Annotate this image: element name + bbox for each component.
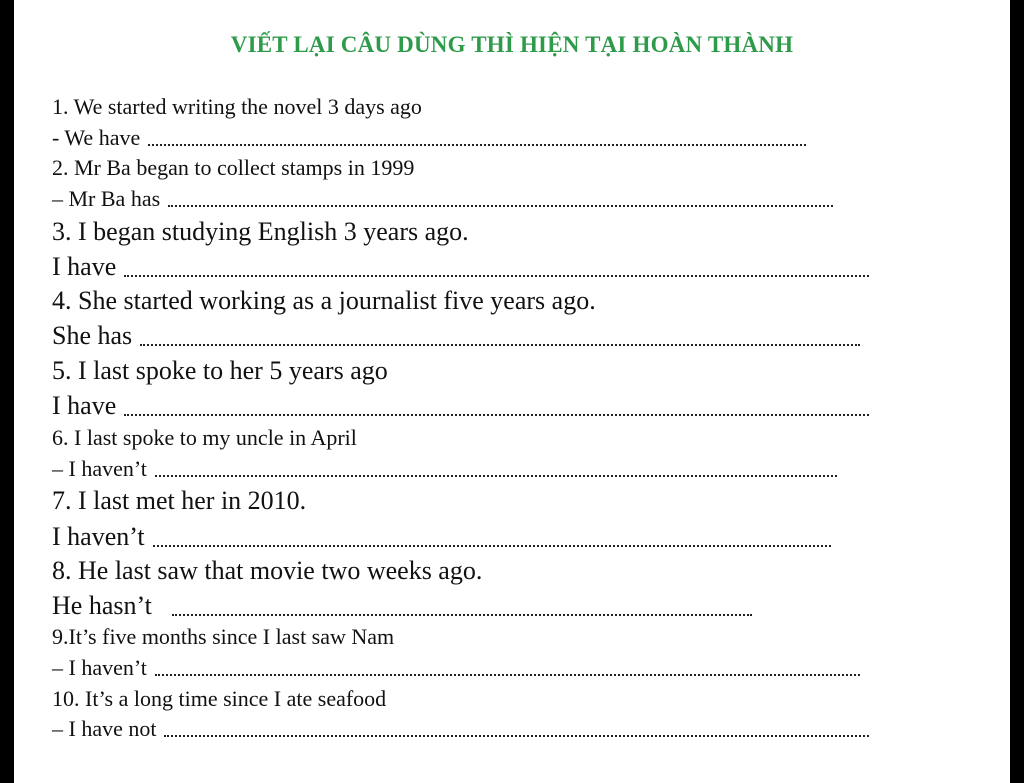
answer-prefix-9: – I haven’t — [52, 655, 147, 680]
question-1: 1. We started writing the novel 3 days ago — [52, 94, 422, 119]
question-3: 3. I began studying English 3 years ago. — [52, 217, 469, 246]
answer-blank-4[interactable] — [140, 344, 860, 346]
worksheet-page — [14, 0, 1010, 783]
answer-line-5 — [52, 391, 869, 421]
question-9: 9.It’s five months since I last saw Nam — [52, 624, 395, 649]
answer-blank-5[interactable] — [124, 414, 869, 416]
question-6: 6. I last spoke to my uncle in April — [52, 425, 357, 450]
answer-line-2 — [52, 186, 833, 212]
answer-prefix-4: She has — [52, 321, 133, 350]
answer-line-9 — [52, 655, 860, 681]
answer-line-10 — [52, 716, 869, 742]
question-8: 8. He last saw that movie two weeks ago. — [52, 556, 483, 585]
answer-prefix-1: - We have — [52, 125, 141, 150]
answer-line-7 — [52, 522, 831, 552]
question-2: 2. Mr Ba began to collect stamps in 1999 — [52, 155, 415, 180]
question-10: 10. It’s a long time since I ate seafood — [52, 686, 387, 711]
answer-blank-9[interactable] — [155, 674, 860, 676]
answer-line-3 — [52, 252, 869, 282]
answer-line-1 — [52, 125, 806, 151]
answer-prefix-3: I have — [52, 252, 117, 281]
answer-line-6 — [52, 456, 837, 482]
answer-prefix-8: He hasn’t — [52, 591, 152, 620]
answer-line-4 — [52, 321, 860, 351]
answer-prefix-10: – I have not — [52, 716, 157, 741]
worksheet-title: VIẾT LẠI CÂU DÙNG THÌ HIỆN TẠI HOÀN THÀNH — [230, 32, 794, 57]
answer-blank-10[interactable] — [164, 735, 869, 737]
answer-prefix-7: I haven’t — [52, 522, 145, 551]
question-7: 7. I last met her in 2010. — [52, 486, 307, 515]
answer-line-8 — [52, 591, 752, 621]
answer-blank-6[interactable] — [155, 475, 837, 477]
question-4: 4. She started working as a journalist five years ago. — [52, 286, 596, 315]
answer-blank-7[interactable] — [153, 545, 831, 547]
answer-prefix-5: I have — [52, 391, 117, 420]
answer-blank-2[interactable] — [168, 205, 833, 207]
answer-blank-8[interactable] — [172, 614, 752, 616]
answer-blank-3[interactable] — [124, 275, 869, 277]
answer-prefix-2: – Mr Ba has — [52, 186, 161, 211]
answer-blank-1[interactable] — [148, 144, 806, 146]
question-5: 5. I last spoke to her 5 years ago — [52, 356, 388, 385]
answer-prefix-6: – I haven’t — [52, 456, 147, 481]
